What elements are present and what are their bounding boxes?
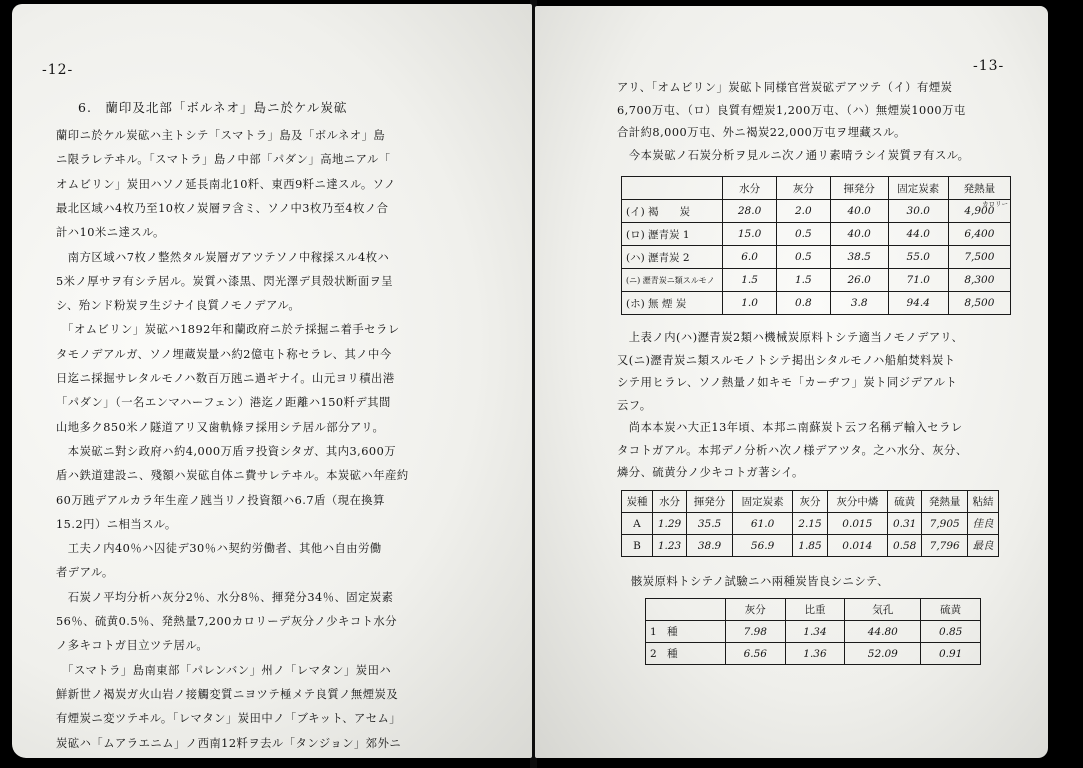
table-cell: 26.0 xyxy=(830,269,888,292)
table-cell: (ニ) 瀝青炭ニ類スルモノ xyxy=(622,269,723,292)
import-analysis-table xyxy=(621,490,999,557)
table-cell: 2 種 xyxy=(646,643,726,665)
table-cell: 1.0 xyxy=(723,292,777,315)
table-cell: 56.9 xyxy=(732,535,792,557)
table-cell: 1.23 xyxy=(652,535,686,557)
table-header-cell: 粘結 xyxy=(968,491,999,513)
section-heading: 6. 蘭印及北部「ボルネオ」島ニ於ケル炭砿 xyxy=(78,100,348,115)
table-cell: 7.98 xyxy=(725,621,785,643)
unit-label: カロリー xyxy=(982,200,1008,208)
table-row xyxy=(622,513,999,535)
table-cell: 94.4 xyxy=(888,292,948,315)
page-number: -12- xyxy=(42,62,74,78)
text-line: 者デアル。 xyxy=(56,566,114,580)
table-header-cell: 固定炭素 xyxy=(888,177,948,200)
table-row xyxy=(622,292,1011,315)
table-cell: 0.8 xyxy=(776,292,830,315)
table-header-cell: 比重 xyxy=(785,599,845,621)
text-line: シテ用ヒラレ、ソノ熱量ノ如キモ「カーヂフ」炭ト同ジデアルト xyxy=(617,376,958,389)
table-cell: 0.014 xyxy=(827,535,887,557)
table-header-cell: 揮発分 xyxy=(830,177,888,200)
text-line: オムビリン」炭田ハソノ延長南北10粁、東西9粁ニ達スル。ソノ xyxy=(56,177,396,191)
table-row xyxy=(622,269,1011,292)
table-cell: 38.5 xyxy=(830,246,888,269)
table-header-cell: 水分 xyxy=(652,491,686,513)
table-header-cell: 揮発分 xyxy=(687,491,733,513)
table-cell: 71.0 xyxy=(888,269,948,292)
page-number: -13- xyxy=(973,58,1005,74)
text-line: 合計約8,000万屯、外ニ褐炭22,000万屯ヲ埋藏スル。 xyxy=(617,126,906,139)
text-line: 56％、硫黄0.5％、発熱量7,200カロリーデ灰分ノ少キコト水分 xyxy=(56,615,398,628)
text-line: 本炭砿ニ對シ政府ハ約4,000万盾ヲ投資シタガ、其内3,600万 xyxy=(56,444,397,458)
table-row xyxy=(622,535,999,557)
table-header-cell xyxy=(622,177,723,200)
table-cell: (ホ) 無 煙 炭 xyxy=(622,292,723,315)
table-cell: 7,500 xyxy=(948,246,1010,269)
text-line: 15.2円）ニ相当スル。 xyxy=(56,517,177,531)
table-header-cell: 灰分 xyxy=(793,491,827,513)
text-line: 盾ハ鉄道建設ニ、殘額ハ炭砿自体ニ費サレテヰル。本炭砿ハ年産約 xyxy=(56,469,409,483)
table-header-cell: 発熱量 xyxy=(922,491,968,513)
text-line: 「オムビリン」炭砿ハ1892年和蘭政府ニ於テ採掘ニ着手セラレ xyxy=(56,323,400,337)
table-cell: 1.36 xyxy=(785,643,845,665)
table-cell: 1.29 xyxy=(652,513,686,535)
table-row xyxy=(646,643,981,665)
table-cell: 0.5 xyxy=(776,223,830,246)
table-cell: 2.15 xyxy=(793,513,827,535)
table-cell: 最良 xyxy=(968,535,999,557)
text-line: ノ多キコトガ目立ツテ居ル。 xyxy=(56,639,209,653)
text-line: 今本炭砿ノ石炭分析ヲ見ルニ次ノ通リ素晴ラシイ炭質ヲ有スル。 xyxy=(617,148,970,162)
table-cell: 40.0 xyxy=(830,200,888,223)
table-cell: 61.0 xyxy=(732,513,792,535)
table-cell: 0.31 xyxy=(888,513,922,535)
table-cell: 52.09 xyxy=(845,643,921,665)
table-cell: 35.5 xyxy=(687,513,733,535)
text-line: 蘭印ニ於ケル炭砿ハ主トシテ「スマトラ」島及「ボルネオ」島 xyxy=(56,129,386,142)
table-cell: 3.8 xyxy=(830,292,888,315)
text-line: 工夫ノ内40％ハ囚徒デ30％ハ契約労働者、其他ハ自由労働 xyxy=(56,542,382,556)
table-cell: 1 種 xyxy=(646,621,726,643)
right-page xyxy=(535,6,1048,758)
text-line: 炭砿ハ「ムアラエニム」ノ西南12粁ヲ去ル「タンジョン」郊外ニ xyxy=(56,736,402,750)
text-line: 南方区域ハ7枚ノ整然タル炭層ガアツテソノ中稼採スル4枚ハ xyxy=(56,250,390,264)
text-line: 鮮新世ノ褐炭ガ火山岩ノ接觸変質ニヨツテ極メテ良質ノ無煙炭及 xyxy=(56,687,399,701)
table-cell: 44.0 xyxy=(888,223,948,246)
table-cell: 7,905 xyxy=(922,513,968,535)
table-header-cell: 硫黄 xyxy=(888,491,922,513)
text-line: シ、殆ンド粉炭ヲ生ジナイ良質ノモノデアル。 xyxy=(56,299,301,313)
table-cell: 55.0 xyxy=(888,246,948,269)
coke-test-intro: 骸炭原料トシテノ試驗ニハ兩種炭皆良シニシテ、 xyxy=(631,575,889,588)
text-line: 「スマトラ」島南東部「パレンバン」州ノ「レマタン」炭田ハ xyxy=(56,663,392,677)
text-line: 燐分、硫黄分ノ少キコトガ著シイ。 xyxy=(617,466,804,479)
table-cell: 44.80 xyxy=(845,621,921,643)
table-cell: 4,900 xyxy=(948,200,1010,223)
table-header-cell: 灰分 xyxy=(725,599,785,621)
table-cell: 1.5 xyxy=(723,269,777,292)
table-cell: (イ) 褐 炭 xyxy=(622,200,723,223)
table-header-cell: 固定炭素 xyxy=(732,491,792,513)
table-cell: 0.85 xyxy=(921,621,981,643)
text-line: 山地多ク850米ノ隧道アリ又歯軌條ヲ採用シテ居ル部分アリ。 xyxy=(56,420,385,434)
text-line: アリ、「オムビリン」炭砿ト同様官営炭砿デアツテ（イ）有煙炭 xyxy=(617,81,953,94)
table-row xyxy=(622,223,1011,246)
table-cell: 6,400 xyxy=(948,223,1010,246)
table-cell: 7,796 xyxy=(922,535,968,557)
table-cell: 28.0 xyxy=(723,200,777,223)
table-cell: 1.5 xyxy=(776,269,830,292)
text-line: 計ハ10米ニ達スル。 xyxy=(56,226,165,240)
table-cell: 1.34 xyxy=(785,621,845,643)
text-line: 石炭ノ平均分析ハ灰分2％、水分8％、揮発分34％、固定炭素 xyxy=(56,590,394,604)
table-cell: 6.0 xyxy=(723,246,777,269)
text-line: 日迄ニ採掘サレタルモノハ数百万瓲ニ過ギナイ。山元ヨリ積出港 xyxy=(56,372,395,385)
table-cell: 6.56 xyxy=(725,643,785,665)
text-line: 上表ノ内(ハ)瀝青炭2類ハ機械炭原料トシテ適当ノモノデアリ、 xyxy=(617,331,964,344)
text-line: 5米ノ厚サヲ有シテ居ル。炭質ハ漆黒、閃光澤デ貝殻状断面ヲ呈 xyxy=(56,274,394,288)
table-cell: 0.91 xyxy=(921,643,981,665)
text-line: ニ限ラレテヰル。「スマトラ」島ノ中部「パダン」高地ニアル「 xyxy=(56,153,391,167)
text-line: 「パダン」（一名エンマハーフェン）港迄ノ距離ハ150粁デ其間 xyxy=(56,396,391,410)
table-header-cell: 炭種 xyxy=(622,491,653,513)
table-cell: 0.5 xyxy=(776,246,830,269)
table-cell: 0.015 xyxy=(827,513,887,535)
table-row xyxy=(622,246,1011,269)
table-cell: B xyxy=(622,535,653,557)
text-line: 云フ。 xyxy=(617,398,652,412)
table-header-cell: 気孔 xyxy=(845,599,921,621)
text-line: 60万瓲デアルカラ年生産ノ瓲当リノ投資額ハ6.7盾（現在換算 xyxy=(56,493,385,507)
table-header-cell xyxy=(646,599,726,621)
table-cell: (ロ) 瀝青炭 1 xyxy=(622,223,723,246)
table-cell: 1.85 xyxy=(793,535,827,557)
table-cell: (ハ) 瀝青炭 2 xyxy=(622,246,723,269)
text-line: 又(ニ)瀝青炭ニ類スルモノトシテ掲出シタルモノハ船舶焚料炭ト xyxy=(617,353,956,367)
text-line: 尚本本炭ハ大正13年頃、本邦ニ南蘇炭ト云フ名稱デ輸入セラレ xyxy=(617,421,963,434)
table-header-cell: 硫黄 xyxy=(921,599,981,621)
text-line: 有煙炭ニ変ツテヰル。「レマタン」炭田中ノ「ブキット、アセム」 xyxy=(56,712,402,726)
text-line: タコトガアル。本邦デノ分析ハ次ノ様デアツタ。之ハ水分、灰分、 xyxy=(617,443,968,457)
table-header-cell: 灰分 xyxy=(776,177,830,200)
table-cell: 8,500 xyxy=(948,292,1010,315)
table-cell: 佳良 xyxy=(968,513,999,535)
table-cell: 40.0 xyxy=(830,223,888,246)
table-header-cell: 水分 xyxy=(723,177,777,200)
coke-test-table xyxy=(645,598,981,665)
table-header-cell: 灰分中燐 xyxy=(827,491,887,513)
table-cell: 0.58 xyxy=(888,535,922,557)
table-cell: 2.0 xyxy=(776,200,830,223)
table-cell: 38.9 xyxy=(687,535,733,557)
table-header-cell: 発熱量 カロリー xyxy=(948,177,1010,200)
table-row xyxy=(646,621,981,643)
text-line: 6,700万屯、（ロ）良質有煙炭1,200万屯、（ハ）無煙炭1000万屯 xyxy=(617,103,966,117)
left-page xyxy=(12,4,532,758)
text-line: 最北区域ハ4枚乃至10枚ノ炭層ヲ含ミ、ソノ中3枚乃至4枚ノ合 xyxy=(56,201,389,215)
table-cell: 8,300 xyxy=(948,269,1010,292)
table-row xyxy=(622,200,1011,223)
text-line: タモノデアルガ、ソノ埋蔵炭量ハ約2億屯ト称セラレ、其ノ中今 xyxy=(56,347,392,361)
table-cell: A xyxy=(622,513,653,535)
table-cell: 30.0 xyxy=(888,200,948,223)
coal-analysis-table xyxy=(621,176,1011,315)
table-cell: 15.0 xyxy=(723,223,777,246)
